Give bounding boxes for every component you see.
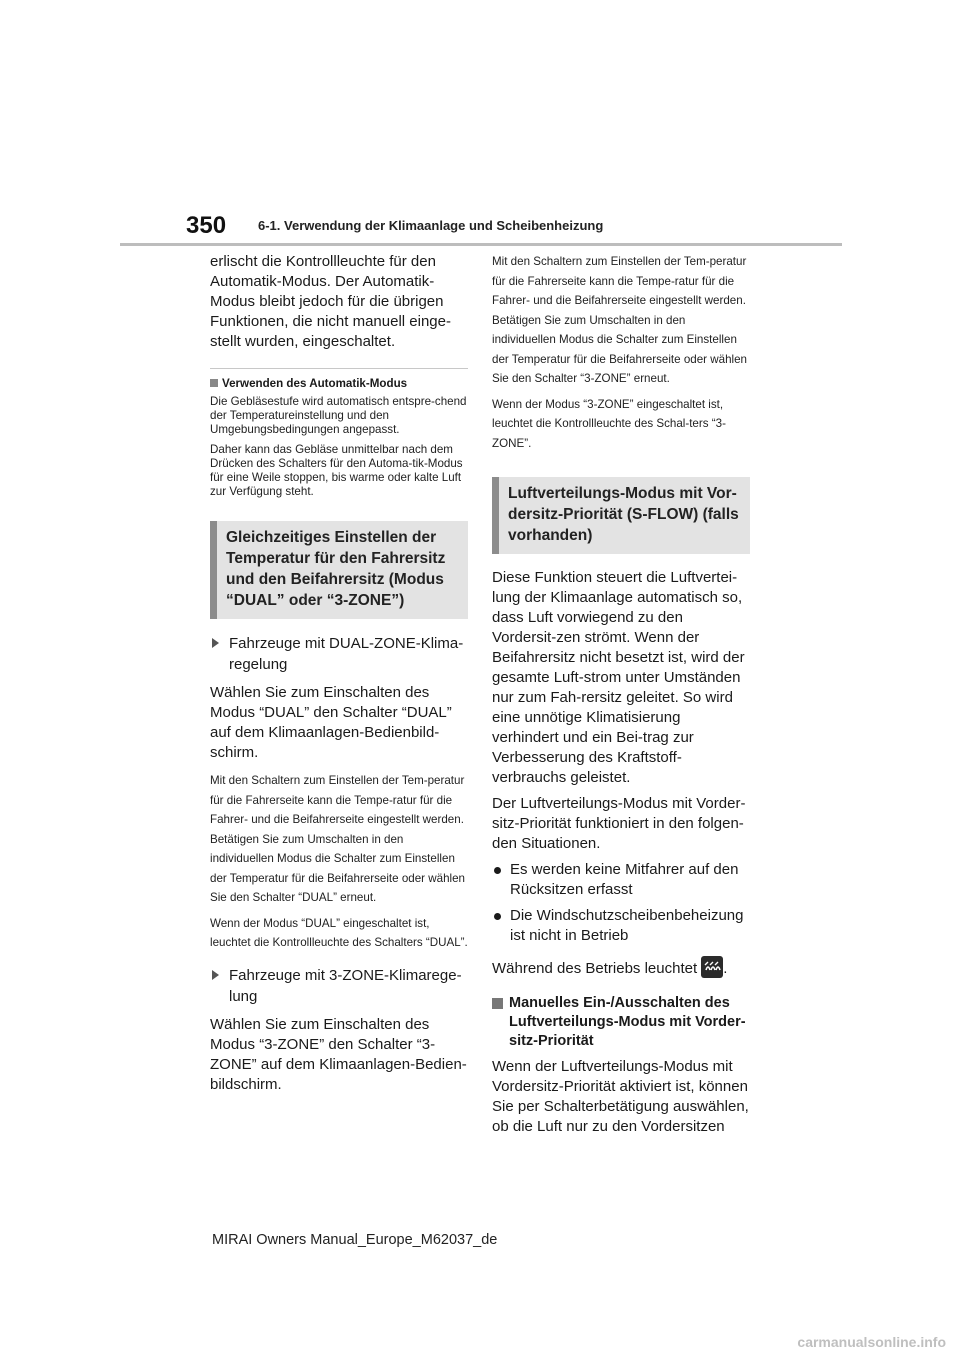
footer-manual-id: MIRAI Owners Manual_Europe_M62037_de: [212, 1232, 498, 1248]
triangle-bullet-icon: [212, 638, 219, 648]
section-title: 6-1. Verwendung der Klimaanlage und Scheibenheizung: [258, 218, 604, 233]
bullet-dot-icon: [494, 913, 501, 920]
three-zone-text: Wählen Sie zum Einschalten des Modus “3-ZONE” den Schalter “3-ZONE” auf dem Klimaanlagen-Bedien-bildschirm.: [210, 1015, 467, 1093]
manual-switch-heading: Manuelles Ein-/Ausschalten des Luftverteilungs-Modus mit Vorder-sitz-Priorität: [492, 994, 750, 1051]
divider: [210, 368, 468, 369]
square-bullet-icon: [210, 379, 218, 387]
dual-note-1: Mit den Schaltern zum Einstellen der Tem-peratur für die Fahrerseite kann die Tempe-ratur für die Fahrer- und die Beifahrerseite eingestellt werden. Betätigen Sie zum Umschalten in den individuellen Modus die Schalter zum Einstellen der Temperatur für die Beifahrerseite oder wählen Sie den Schalter “DUAL” erneut.: [210, 774, 465, 904]
auto-mode-paragraph-2: Daher kann das Gebläse unmittelbar nach dem Drücken des Schalters für den Automa-tik-Modus für eine Weile stoppen, bis warme oder kalte Luft zur Verfügung steht.: [210, 443, 463, 498]
manual-switch-text: Wenn der Luftverteilungs-Modus mit Vordersitz-Priorität aktiviert ist, können Sie per Schalterbetätigung auswählen, ob die Luft nur zu den Vordersitzen: [492, 1058, 749, 1135]
three-zone-note-1: Mit den Schaltern zum Einstellen der Tem-peratur für die Fahrerseite kann die Tempe-ratur für die Fahrer- und die Beifahrerseite eingestellt werden. Betätigen Sie zum Umschalten in den individuellen Modus die Schalter zum Einstellen der Temperatur für die Beifahrerseite oder wählen Sie den Schalter “3-ZONE” erneut.: [492, 255, 747, 385]
dual-text: Wählen Sie zum Einschalten des Modus “DUAL” den Schalter “DUAL” auf dem Klimaanlagen-Bedienbild-schirm.: [210, 684, 452, 761]
bullet-item: Die Windschutzscheibenbeheizung ist nicht in Betrieb: [492, 906, 750, 946]
s-flow-paragraph-2: Der Luftverteilungs-Modus mit Vorder-sitz-Priorität funktioniert in den folgen-den Situationen.: [492, 795, 746, 852]
square-bullet-icon: [492, 998, 503, 1009]
three-zone-note-2: Wenn der Modus “3-ZONE” eingeschaltet ist, leuchtet die Kontrollleuchte des Schal-ters “3-ZONE”.: [492, 397, 726, 450]
auto-mode-heading: Verwenden des Automatik-Modus: [210, 377, 468, 391]
indicator-paragraph: Während des Betriebs leuchtet .: [492, 958, 750, 980]
header-divider: [120, 243, 842, 246]
dual-note-2: Wenn der Modus “DUAL” eingeschaltet ist, leuchtet die Kontrollleuchte des Schalters “DUAL”.: [210, 916, 468, 949]
triangle-bullet-icon: [212, 970, 219, 980]
dual-zone-item: Fahrzeuge mit DUAL-ZONE-Klima-regelung: [210, 633, 468, 675]
s-flow-indicator-icon: [701, 956, 723, 978]
s-flow-paragraph-1: Diese Funktion steuert die Luftvertei-lung der Klimaanlage automatisch so, dass Luft vorwiegend zu den Vordersit-zen strömt. Wenn der Beifahrersitz nicht besetzt ist, wird der gesamte Luft-strom unter Umständen nur zum Fah-rersitz geleitet. So wird eine unnötige Klimatisierung verhindert und ein Bei-trag zur Verbesserung des Kraftstoff-verbrauchs geleistet.: [492, 569, 745, 786]
auto-mode-paragraph-1: Die Gebläsestufe wird automatisch entspre-chend der Temperatureinstellung und den Umgebungsbedingungen angepasst.: [210, 395, 467, 436]
s-flow-heading: Luftverteilungs-Modus mit Vor-dersitz-Priorität (S-FLOW) (falls vorhanden): [492, 477, 750, 554]
left-column: [210, 250, 468, 1101]
bullet-dot-icon: [494, 867, 501, 874]
bullet-item: Es werden keine Mitfahrer auf den Rücksitzen erfasst: [492, 860, 750, 900]
three-zone-item: Fahrzeuge mit 3-ZONE-Klimarege-lung: [210, 965, 468, 1007]
watermark: carmanualsonline.info: [797, 1334, 946, 1350]
dual-zone-heading: Gleichzeitiges Einstellen der Temperatur für den Fahrersitz und den Beifahrersitz (Modus “DUAL” oder “3-ZONE”): [210, 521, 468, 619]
page-number: 350: [186, 212, 227, 239]
intro-paragraph: erlischt die Kontrollleuchte für den Automatik-Modus. Der Automatik-Modus bleibt jedoch für die übrigen Funktionen, die nicht manuell einge-stellt wurden, eingeschaltet.: [210, 253, 451, 350]
right-column: [492, 250, 750, 1143]
